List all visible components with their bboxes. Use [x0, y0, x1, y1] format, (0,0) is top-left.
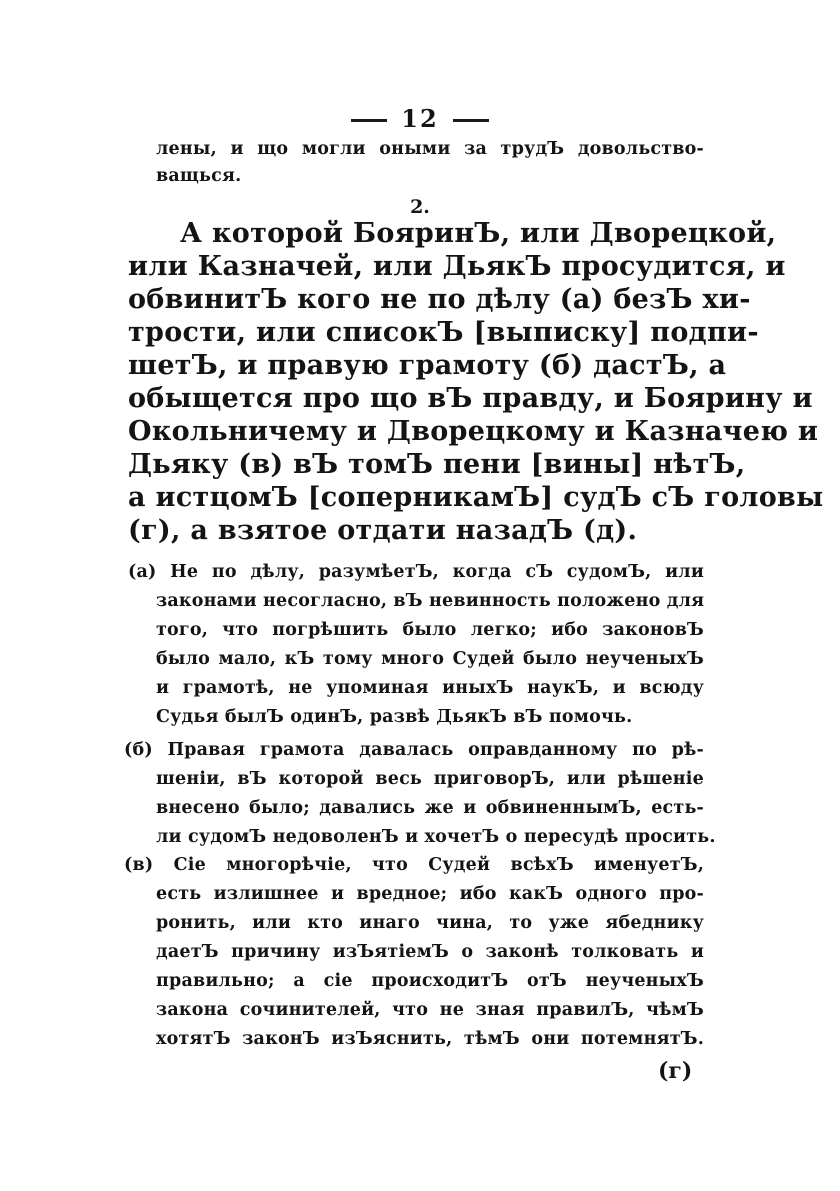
continuation-line: ващься.: [156, 166, 242, 186]
footnote-line: (б) Правая грамота давалась оправданному по рѣ-: [124, 740, 704, 760]
article-number: 2.: [410, 196, 430, 218]
page-header: [0, 104, 840, 133]
article-line: Дьяку (в) вЪ томЪ пени [вины] нѣтЪ,: [128, 449, 746, 480]
footnote-line: внесено было; давались же и обвиненнымЪ, есть-: [156, 798, 704, 818]
footnote-line: шенiи, вЪ которой весь приговорЪ, или рѣшенiе: [156, 769, 704, 789]
continuation-line: лены, и що могли оными за трудЪ довольство-: [156, 139, 704, 159]
footnote-line: того, что погрѣшить было легко; ибо законовЪ: [156, 620, 704, 640]
footnote-line: (в) Сiе многорѣчiе, что Судей всѣхЪ именуетЪ,: [124, 855, 704, 875]
article-line: или Казначей, или ДьякЪ просудится, и: [128, 251, 786, 282]
article-line: обвинитЪ кого не по дѣлу (а) безЪ хи-: [128, 284, 751, 315]
article-line: (г), а взятое отдати назадЪ (д).: [128, 515, 638, 546]
footnote-line: (а) Не по дѣлу, разумѣетЪ, когда сЪ судомЪ, или: [128, 562, 704, 582]
footnote-line: было мало, кЪ тому много Судей было неученыхЪ: [156, 649, 704, 669]
footnote-line: ли судомЪ недоволенЪ и хочетЪ о пересудѣ просить.: [156, 827, 716, 847]
header-dash-left: [351, 119, 387, 122]
page-number: 12: [401, 104, 439, 133]
footnote-line: Судья былЪ одинЪ, развѣ ДьякЪ вЪ помочь.: [156, 707, 633, 727]
footnote-line: и грамотѣ, не упоминая иныхЪ наукЪ, и всюду: [156, 678, 704, 698]
footnote-line: есть излишнее и вредное; ибо какЪ одного про-: [156, 884, 704, 904]
footnote-line: закона сочинителей, что не зная правилЪ, чѣмЪ: [156, 1000, 704, 1020]
footnote-line: даетЪ причину изЪятiемЪ о законѣ толковать и: [156, 942, 704, 962]
header-dash-right: [453, 119, 489, 122]
footnote-line: ронить, или кто инаго чина, то уже ябеднику: [156, 913, 704, 933]
footnote-line: хотятЪ законЪ изЪяснить, тѣмЪ они потемнятЪ.: [156, 1029, 704, 1049]
footnote-line: правильно; а сiе происходитЪ отЪ неученыхЪ: [156, 971, 704, 991]
article-line: обыщется про що вЪ правду, и Боярину и: [128, 383, 813, 414]
catchword: (г): [658, 1058, 693, 1084]
article-line: Окольничему и Дворецкому и Казначею и: [128, 416, 819, 447]
article-line: А которой БояринЪ, или Дворецкой,: [180, 218, 777, 249]
article-line: шетЪ, и правую грамоту (б) дастЪ, а: [128, 350, 727, 381]
article-line: а истцомЪ [соперникамЪ] судЪ сЪ головы: [128, 482, 824, 513]
article-line: трости, или списокЪ [выписку] подпи-: [128, 317, 759, 348]
footnote-line: законами несогласно, вЪ невинность положено для: [156, 591, 705, 611]
